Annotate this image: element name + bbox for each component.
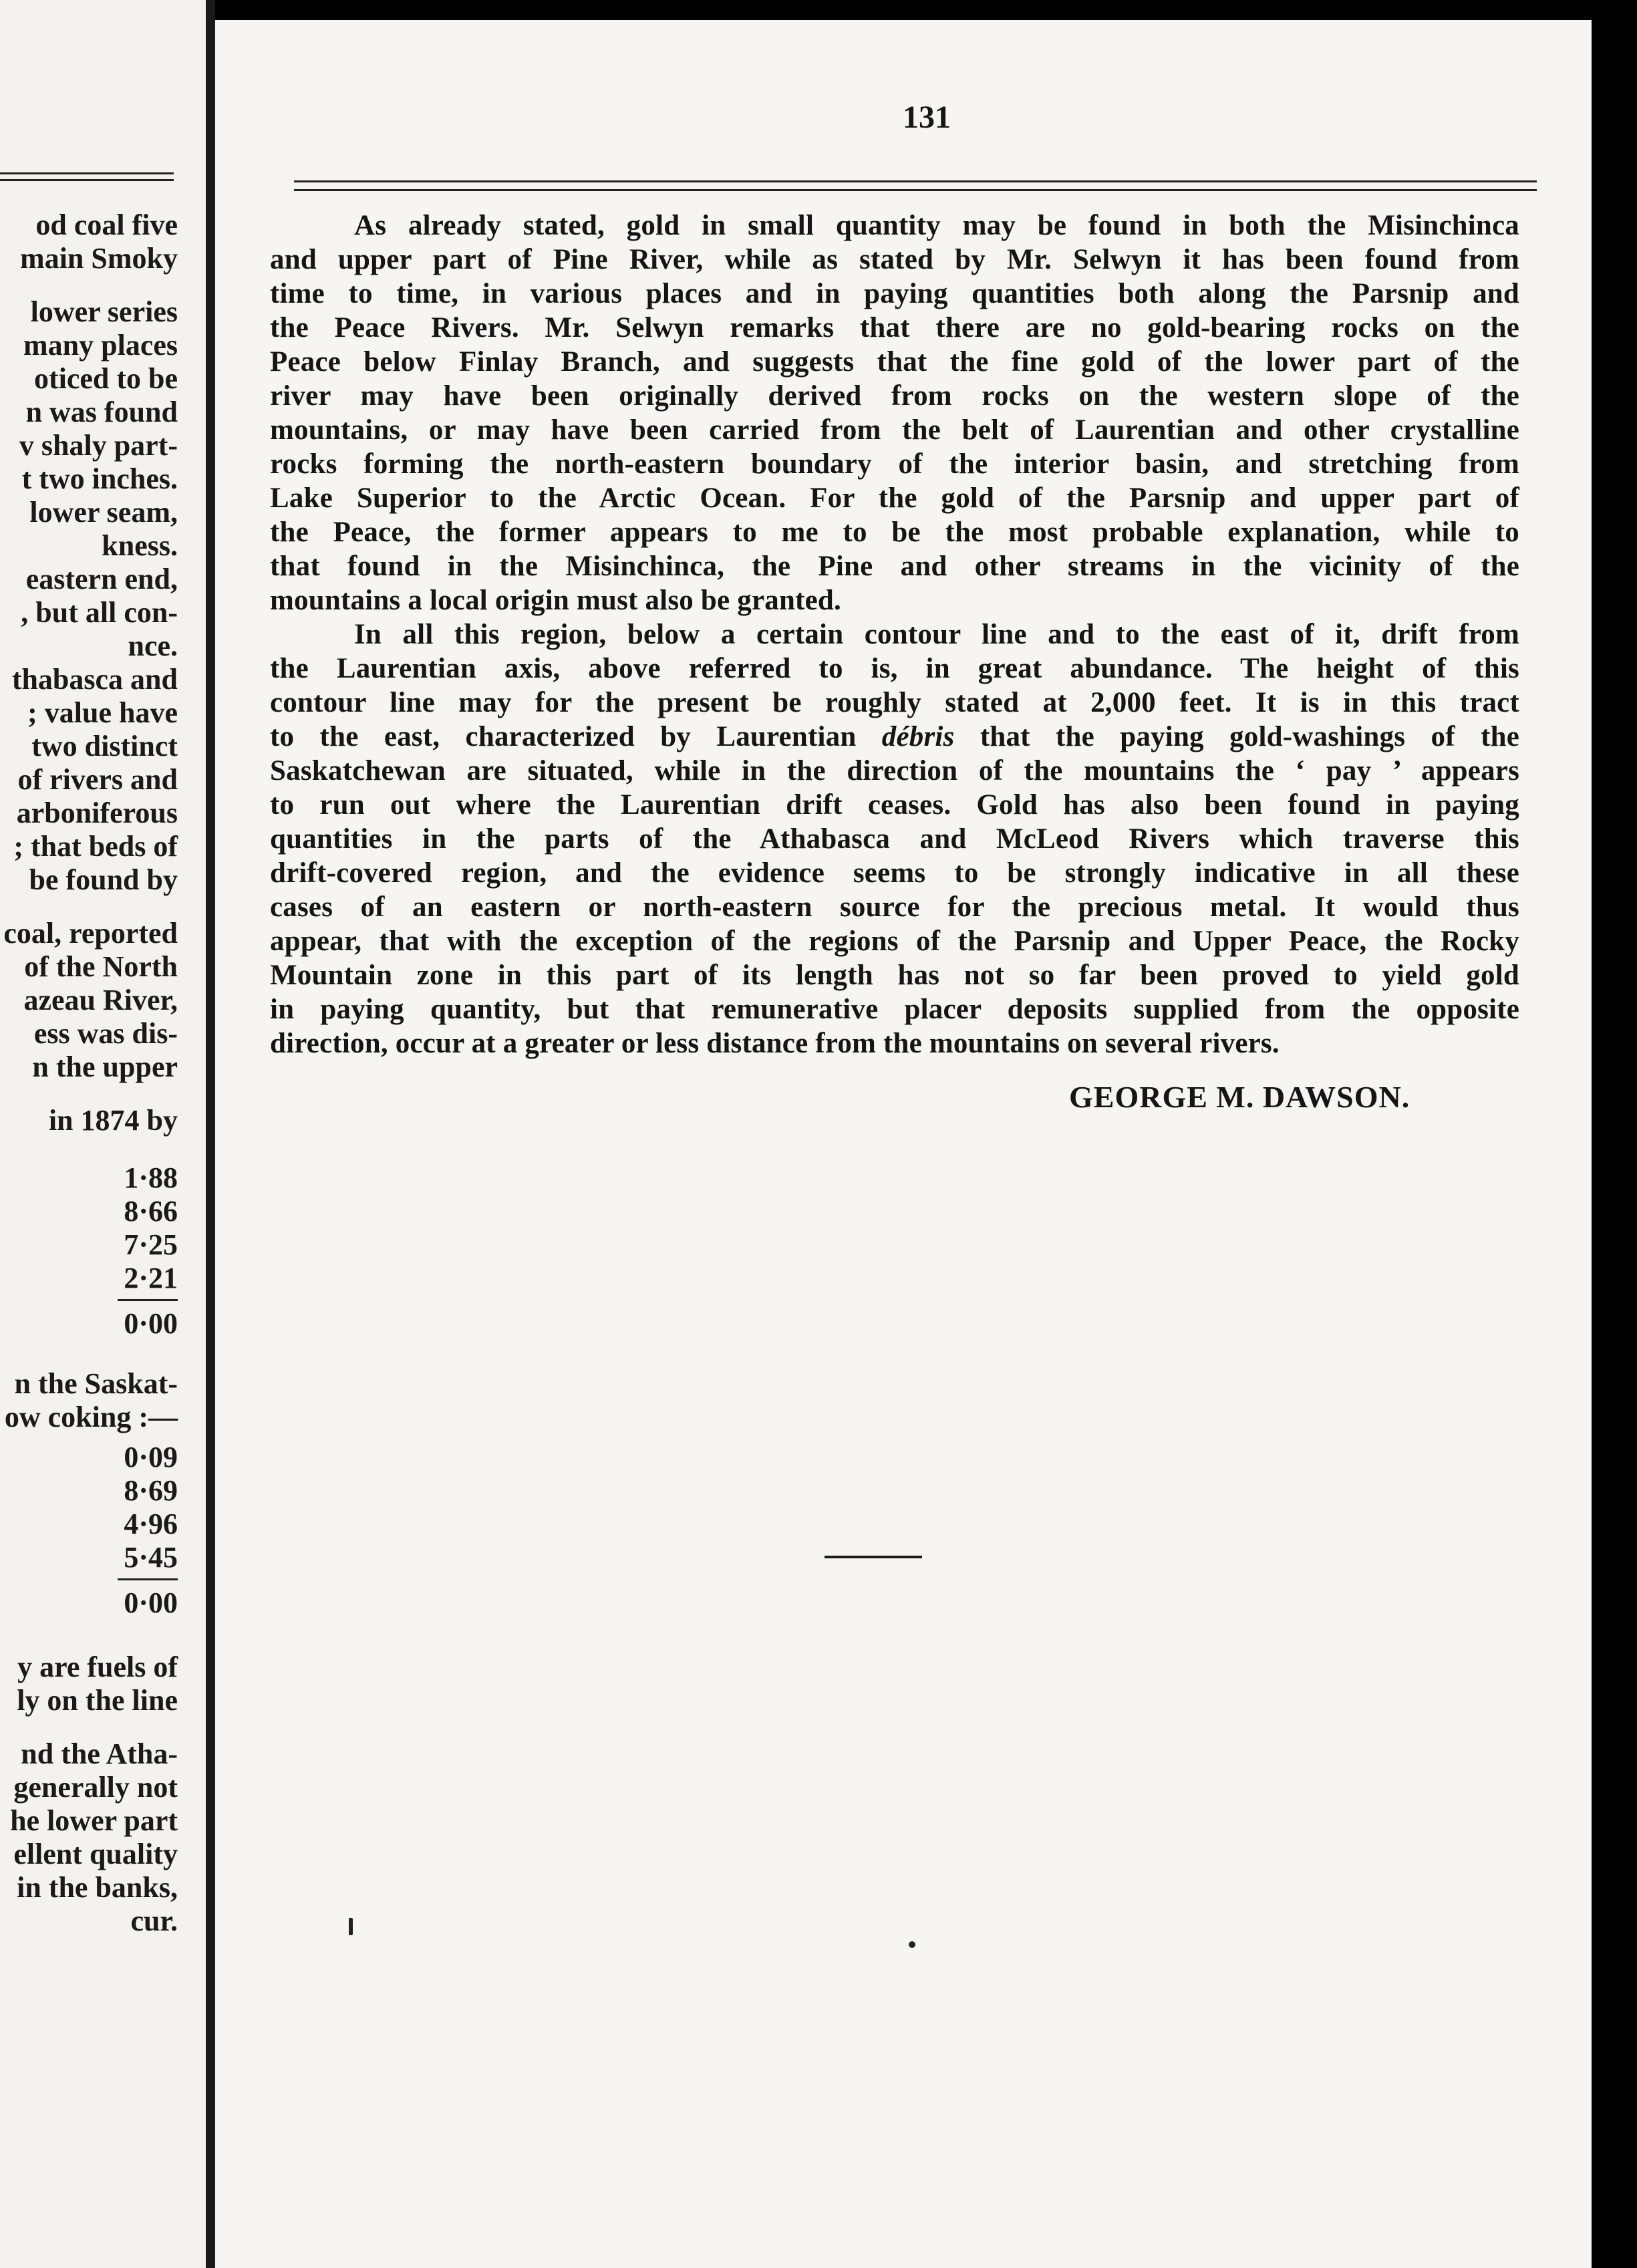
italic-word: débris <box>881 721 955 752</box>
scan-speck <box>349 1918 353 1935</box>
left-column-line: 0·09 <box>124 1441 178 1473</box>
left-column-line: ellent quality <box>13 1838 178 1870</box>
left-column-line: ess was dis- <box>33 1017 178 1050</box>
scan-border-right <box>1592 0 1637 2268</box>
left-column-line: coal, reported <box>3 917 178 950</box>
text-line: mountains, or may have been carried from the belt of Laurentian and other crystalline <box>270 414 1519 446</box>
text-line <box>270 720 1519 754</box>
page-number: 131 <box>903 100 951 135</box>
left-column-line: main Smoky <box>20 242 178 275</box>
left-column-line: cur. <box>130 1904 178 1937</box>
left-column-line: ; that beds of <box>13 830 178 863</box>
left-column-line: nce. <box>128 629 178 662</box>
scan-border-top <box>215 0 1637 20</box>
left-total-rule <box>118 1299 178 1301</box>
left-column-line: ly on the line <box>17 1684 178 1717</box>
left-column-line: nd the Atha- <box>21 1737 178 1770</box>
left-column-line: n the Saskat- <box>14 1367 178 1400</box>
text-segment: to the east, characterized by Laurentian <box>270 721 882 752</box>
left-column-line: eastern end, <box>25 563 178 595</box>
left-column-line: 7·25 <box>124 1228 178 1261</box>
article-body <box>270 208 1519 1060</box>
author-signature: GEORGE M. DAWSON. <box>1069 1080 1410 1114</box>
left-column-line: 8·66 <box>124 1195 178 1228</box>
left-column-line: lower seam, <box>29 496 178 529</box>
left-header-rule <box>0 172 174 174</box>
end-rule <box>825 1556 922 1558</box>
text-line: direction, occur at a greater or less distance from the mountains on several rivers. <box>270 1028 1280 1059</box>
text-line: that found in the Misinchinca, the Pine and other streams in the vicinity of the <box>270 551 1519 582</box>
text-line: the Laurentian axis, above referred to is, in great abundance. The height of this <box>270 653 1519 684</box>
text-line: appear, that with the exception of the regions of the Parsnip and Upper Peace, the Rocky <box>270 926 1519 957</box>
left-column-line: two distinct <box>31 730 178 762</box>
left-column-line: 2·21 <box>124 1262 178 1294</box>
left-column-line: thabasca and <box>11 663 178 696</box>
left-column-line: 8·69 <box>124 1474 178 1507</box>
left-column-line: of the North <box>24 950 178 983</box>
left-column-line: , but all con- <box>21 596 178 629</box>
left-total-rule <box>118 1578 178 1580</box>
left-column-line: y are fuels of <box>17 1651 178 1683</box>
left-column-line: 1·88 <box>124 1161 178 1194</box>
left-column-line: lower series <box>30 295 178 328</box>
scan-speck <box>909 1941 915 1948</box>
left-column-line: he lower part <box>10 1804 178 1837</box>
text-line: Lake Superior to the Arctic Ocean. For the gold of the Parsnip and upper part of <box>270 482 1519 514</box>
left-header-rule <box>0 179 174 181</box>
text-line: to run out where the Laurentian drift ceases. Gold has also been found in paying <box>270 789 1519 821</box>
text-line: Peace below Finlay Branch, and suggests that the fine gold of the lower part of the <box>270 346 1519 378</box>
left-column-line: v shaly part- <box>19 429 178 462</box>
text-line: rocks forming the north-eastern boundary of the interior basin, and stretching from <box>270 448 1519 480</box>
text-line: cases of an eastern or north-eastern source for the precious metal. It would thus <box>270 891 1519 923</box>
left-column-line: in 1874 by <box>48 1104 178 1137</box>
left-column-line: arboniferous <box>16 797 178 829</box>
text-line: the Peace Rivers. Mr. Selwyn remarks that there are no gold-bearing rocks on the <box>270 312 1519 343</box>
left-column-line: oticed to be <box>33 362 178 395</box>
left-column-line: n the upper <box>32 1050 178 1083</box>
left-column-line: many places <box>23 329 178 362</box>
text-line: quantities in the parts of the Athabasca and McLeod Rivers which traverse this <box>270 823 1519 855</box>
paragraph-2 <box>270 617 1519 1060</box>
text-line: In all this region, below a certain contour line and to the east of it, drift from <box>354 619 1519 650</box>
left-column-line: 5·45 <box>124 1541 178 1574</box>
left-column-line: 0·00 <box>124 1307 178 1340</box>
text-line: Mountain zone in this part of its length has not so far been proved to yield gold <box>270 960 1519 991</box>
left-column-line: in the banks, <box>17 1871 178 1904</box>
left-column-line: ow coking :— <box>4 1401 178 1433</box>
text-line: the Peace, the former appears to me to be the most probable explanation, while to <box>270 517 1519 548</box>
left-column-line: kness. <box>102 529 178 562</box>
text-line: Saskatchewan are situated, while in the direction of the mountains the ‘ pay ’ appears <box>270 755 1519 787</box>
left-column-line: 0·00 <box>124 1586 178 1619</box>
left-column-line: od coal five <box>35 208 178 241</box>
paragraph-1 <box>270 208 1519 617</box>
left-column <box>0 0 202 2268</box>
text-line: river may have been originally derived from rocks on the western slope of the <box>270 380 1519 412</box>
left-column-line: generally not <box>13 1771 178 1804</box>
text-line: and upper part of Pine River, while as stated by Mr. Selwyn it has been found from <box>270 244 1519 275</box>
left-column-line: azeau River, <box>23 984 178 1016</box>
left-column-line: t two inches. <box>21 462 178 495</box>
left-column-line: 4·96 <box>124 1508 178 1540</box>
text-line: drift-covered region, and the evidence seems to be strongly indicative in all these <box>270 857 1519 889</box>
text-line: contour line may for the present be roughly stated at 2,000 feet. It is in this tract <box>270 687 1519 718</box>
header-rule <box>294 180 1537 191</box>
left-column-line: of rivers and <box>17 763 178 796</box>
text-line: in paying quantity, but that remunerative placer deposits supplied from the opposite <box>270 994 1519 1025</box>
text-line: time to time, in various places and in paying quantities both along the Parsnip and <box>270 278 1519 309</box>
text-line: mountains a local origin must also be granted. <box>270 585 841 616</box>
left-column-line: ; value have <box>27 696 178 729</box>
left-column-line: be found by <box>29 863 178 896</box>
left-column-line: n was found <box>25 396 178 428</box>
text-line: As already stated, gold in small quantity may be found in both the Misinchinca <box>354 210 1519 241</box>
text-segment: that the paying gold-washings of the <box>954 721 1520 752</box>
